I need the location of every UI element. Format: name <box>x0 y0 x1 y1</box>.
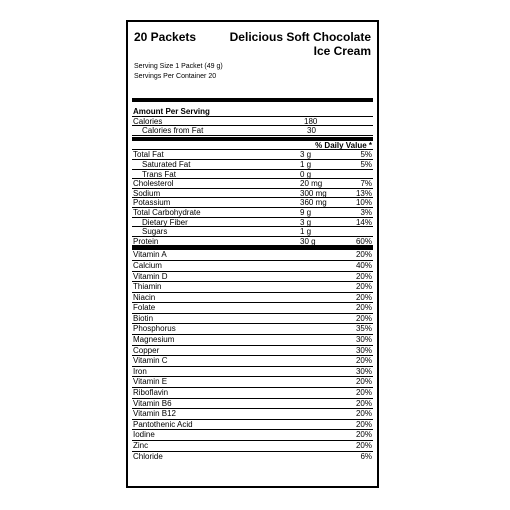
vitamin-label: Thiamin <box>133 282 162 292</box>
vitamin-label: Magnesium <box>133 335 175 345</box>
vitamin-label: Folate <box>133 303 156 313</box>
vitamin-label: Vitamin D <box>133 271 168 281</box>
nutrient-row <box>132 170 373 180</box>
calories-from-fat-label: Calories from Fat <box>142 126 204 136</box>
vitamin-daily-value: 20% <box>355 377 372 387</box>
vitamin-daily-value: 30% <box>355 335 372 345</box>
vitamin-row <box>132 303 373 314</box>
nutrient-label: Trans Fat <box>142 169 176 179</box>
nutrient-row <box>132 208 373 218</box>
nutrient-amount: 1 g <box>300 227 312 237</box>
vitamin-daily-value: 20% <box>355 292 372 302</box>
vitamin-row <box>132 399 373 410</box>
vitamin-row <box>132 250 373 261</box>
daily-value-header-row <box>132 141 373 151</box>
vitamin-row <box>132 272 373 283</box>
vitamin-rows <box>132 250 373 462</box>
vitamin-label: Vitamin C <box>133 356 168 366</box>
vitamin-row <box>132 324 373 335</box>
nutrient-label: Total Carbohydrate <box>133 207 201 217</box>
nutrient-row <box>132 198 373 208</box>
nutrient-amount: 30 g <box>300 236 316 246</box>
nutrient-amount: 3 g <box>300 217 312 227</box>
vitamin-row <box>132 441 373 452</box>
vitamin-daily-value: 20% <box>355 282 372 292</box>
vitamin-daily-value: 20% <box>355 419 372 429</box>
calories-row <box>132 117 373 127</box>
nutrient-daily-value: 7% <box>360 179 372 189</box>
vitamin-daily-value: 30% <box>355 366 372 376</box>
nutrient-row <box>132 150 373 160</box>
vitamin-label: Iron <box>133 366 147 376</box>
calories-from-fat-row <box>132 126 373 136</box>
vitamin-daily-value: 20% <box>355 388 372 398</box>
vitamin-label: Riboflavin <box>133 388 169 398</box>
amount-per-serving-header <box>132 107 373 117</box>
vitamin-row <box>132 335 373 346</box>
nutrient-label: Saturated Fat <box>142 159 191 169</box>
nutrient-amount: 20 mg <box>300 179 323 189</box>
nutrient-row <box>132 179 373 189</box>
vitamin-daily-value: 20% <box>355 313 372 323</box>
vitamin-daily-value: 40% <box>355 260 372 270</box>
nutrient-row <box>132 160 373 170</box>
vitamin-daily-value: 30% <box>355 345 372 355</box>
nutrient-row <box>132 227 373 237</box>
vitamin-label: Zinc <box>133 441 149 450</box>
vitamin-daily-value: 20% <box>355 271 372 281</box>
thick-divider <box>132 98 373 102</box>
vitamin-daily-value: 20% <box>355 398 372 408</box>
nutrient-label: Sugars <box>142 227 168 237</box>
calories-amount: 180 <box>304 116 318 126</box>
vitamin-label: Vitamin A <box>133 250 167 260</box>
nutrient-row <box>132 237 373 247</box>
vitamin-daily-value: 20% <box>355 303 372 313</box>
vitamin-daily-value: 6% <box>360 451 372 461</box>
daily-value-header: % Daily Value * <box>315 140 372 150</box>
nutrient-amount: 360 mg <box>300 198 327 208</box>
nutrient-daily-value: 10% <box>355 198 372 208</box>
vitamin-label: Pantothenic Acid <box>133 419 193 429</box>
servings-per-container: Servings Per Container 20 <box>134 73 217 80</box>
vitamin-row <box>132 282 373 293</box>
calories-from-fat-amount: 30 <box>307 126 316 136</box>
label-header <box>134 28 371 64</box>
nutrient-daily-value: 13% <box>355 188 372 198</box>
nutrient-daily-value: 5% <box>360 159 372 169</box>
nutrient-amount: 3 g <box>300 150 312 160</box>
vitamin-label: Phosphorus <box>133 324 176 334</box>
vitamin-daily-value: 20% <box>355 441 372 450</box>
vitamin-daily-value: 20% <box>355 356 372 366</box>
nutrient-label: Dietary Fiber <box>142 217 188 227</box>
nutrient-label: Total Fat <box>133 150 164 160</box>
vitamin-row <box>132 452 373 463</box>
nutrient-row <box>132 189 373 199</box>
nutrient-amount: 1 g <box>300 159 312 169</box>
vitamin-label: Calcium <box>133 260 162 270</box>
packet-count: 20 Packets <box>134 30 197 44</box>
vitamin-row <box>132 346 373 357</box>
vitamin-row <box>132 430 373 441</box>
vitamin-daily-value: 20% <box>355 430 372 440</box>
vitamin-label: Vitamin E <box>133 377 168 387</box>
vitamin-row <box>132 261 373 272</box>
nutrient-daily-value: 14% <box>355 217 372 227</box>
vitamin-row <box>132 420 373 431</box>
vitamin-label: Niacin <box>133 292 156 302</box>
serving-info <box>134 62 223 82</box>
nutrient-label: Potassium <box>133 198 171 208</box>
nutrient-label: Cholesterol <box>133 179 174 189</box>
vitamin-row <box>132 356 373 367</box>
vitamin-daily-value: 35% <box>355 324 372 334</box>
nutrient-amount: 9 g <box>300 207 312 217</box>
nutrient-daily-value: 5% <box>360 150 372 160</box>
vitamin-label: Iodine <box>133 430 155 440</box>
serving-size: Serving Size 1 Packet (49 g) <box>134 63 223 70</box>
nutrient-table <box>132 107 373 462</box>
vitamin-row <box>132 314 373 325</box>
nutrient-amount: 300 mg <box>300 188 327 198</box>
amount-per-serving-label: Amount Per Serving <box>133 107 210 116</box>
vitamin-daily-value: 20% <box>355 409 372 419</box>
calories-label: Calories <box>133 116 163 126</box>
vitamin-label: Biotin <box>133 313 154 323</box>
vitamin-label: Vitamin B6 <box>133 398 172 408</box>
vitamin-row <box>132 377 373 388</box>
vitamin-label: Chloride <box>133 451 163 461</box>
nutrition-facts-panel <box>126 20 379 488</box>
nutrient-amount: 0 g <box>300 169 312 179</box>
vitamin-daily-value: 20% <box>355 250 372 260</box>
nutrient-daily-value: 3% <box>360 207 372 217</box>
vitamin-row <box>132 409 373 420</box>
vitamin-row <box>132 367 373 378</box>
nutrient-label: Protein <box>133 236 159 246</box>
product-name: Delicious Soft Chocolate Ice Cream <box>229 30 371 58</box>
nutrient-rows <box>132 150 373 246</box>
nutrient-label: Sodium <box>133 188 161 198</box>
vitamin-row <box>132 293 373 304</box>
nutrient-daily-value: 60% <box>355 236 372 246</box>
vitamin-label: Vitamin B12 <box>133 409 176 419</box>
nutrient-row <box>132 218 373 228</box>
vitamin-label: Copper <box>133 345 160 355</box>
vitamin-row <box>132 388 373 399</box>
